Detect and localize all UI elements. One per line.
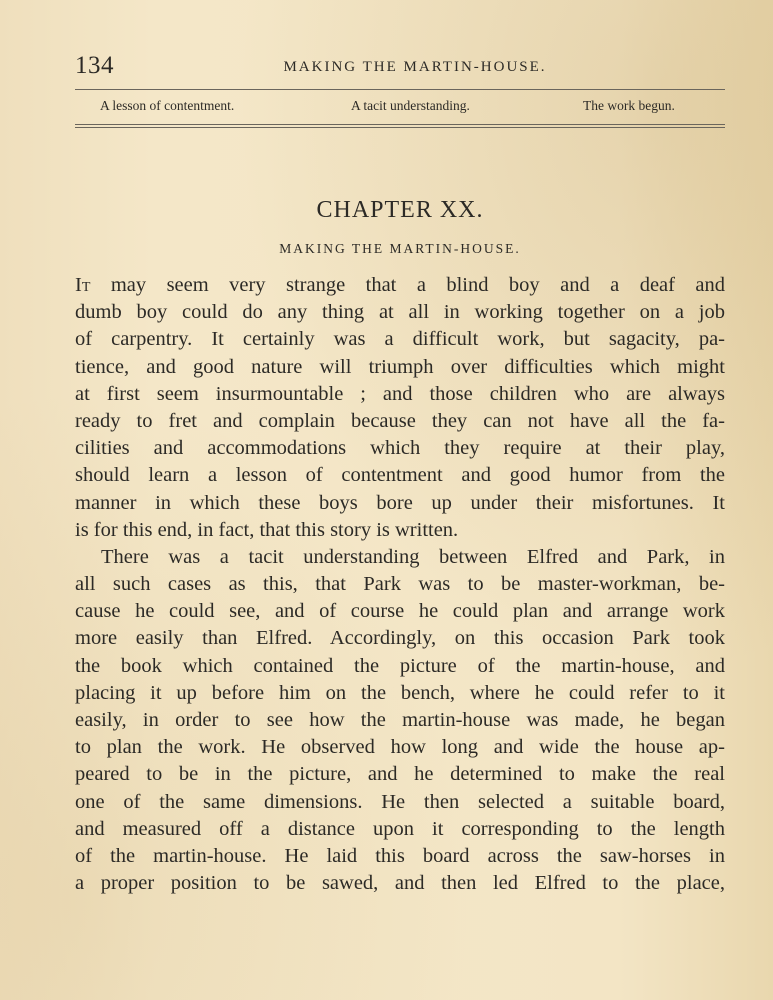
- topic-rule-bottom: [75, 127, 725, 128]
- text-line: the book which contained the picture of the martin-house, and: [75, 654, 725, 677]
- chapter-heading: CHAPTER XX.: [316, 197, 484, 223]
- text-line: dumb boy could do any thing at all in working together on a job: [75, 301, 725, 324]
- body-text: [75, 272, 725, 897]
- text-line: a proper position to be sawed, and then led Elfred to the place,: [75, 872, 725, 895]
- running-title: MAKING THE MARTIN-HOUSE.: [283, 59, 547, 75]
- header-rule: [75, 89, 725, 90]
- text-line: of the martin-house. He laid this board across the saw-horses in: [75, 844, 725, 867]
- text-line: and measured off a distance upon it corresponding to the length: [75, 817, 725, 840]
- text-line: peared to be in the picture, and he determined to make the real: [75, 763, 725, 786]
- text-line: should learn a lesson of contentment and good humor from the: [75, 464, 725, 487]
- text-line: easily, in order to see how the martin-house was made, he began: [75, 709, 725, 731]
- text-line: tience, and good nature will triumph over difficulties which might: [75, 355, 725, 378]
- text-line: one of the same dimensions. He then selected a suitable board,: [75, 790, 725, 813]
- text-line: to plan the work. He observed how long and wide the house ap-: [75, 736, 725, 759]
- topic-heading: A lesson of contentment.: [100, 98, 235, 113]
- text-line: cilities and accommodations which they require at their play,: [75, 437, 725, 460]
- text-line: There was a tacit understanding between Elfred and Park, in: [101, 545, 725, 568]
- topic-heading: The work begun.: [583, 98, 675, 113]
- text-line: placing it up before him on the bench, where he could refer to it: [75, 681, 725, 704]
- text-line: all such cases as this, that Park was to be master-workman, be-: [75, 573, 725, 596]
- text-line-rest: may seem very strange that a blind boy and a deaf and: [110, 274, 725, 296]
- chapter-subtitle: MAKING THE MARTIN-HOUSE.: [279, 241, 521, 256]
- text-line: is for this end, in fact, that this story is written.: [75, 518, 459, 541]
- page-number: 134: [75, 52, 114, 79]
- text-line-first: It may seem very strange that a blind boy and a deaf and: [75, 274, 725, 296]
- topic-heading: A tacit understanding.: [351, 98, 470, 113]
- text-line: more easily than Elfred. Accordingly, on this occasion Park took: [75, 627, 725, 650]
- text-line: cause he could see, and of course he could plan and arrange work: [75, 600, 725, 623]
- text-line: manner in which these boys bore up under their misfortunes. It: [75, 491, 725, 514]
- text-line: at first seem insurmountable ; and those children who are always: [75, 382, 725, 405]
- topic-rule-top: [75, 124, 725, 125]
- running-head: [75, 52, 725, 82]
- text-line: of carpentry. It certainly was a difficult work, but sagacity, pa-: [75, 328, 725, 351]
- text-line: ready to fret and complain because they can not have all the fa-: [75, 409, 725, 432]
- topic-headings: [100, 98, 700, 116]
